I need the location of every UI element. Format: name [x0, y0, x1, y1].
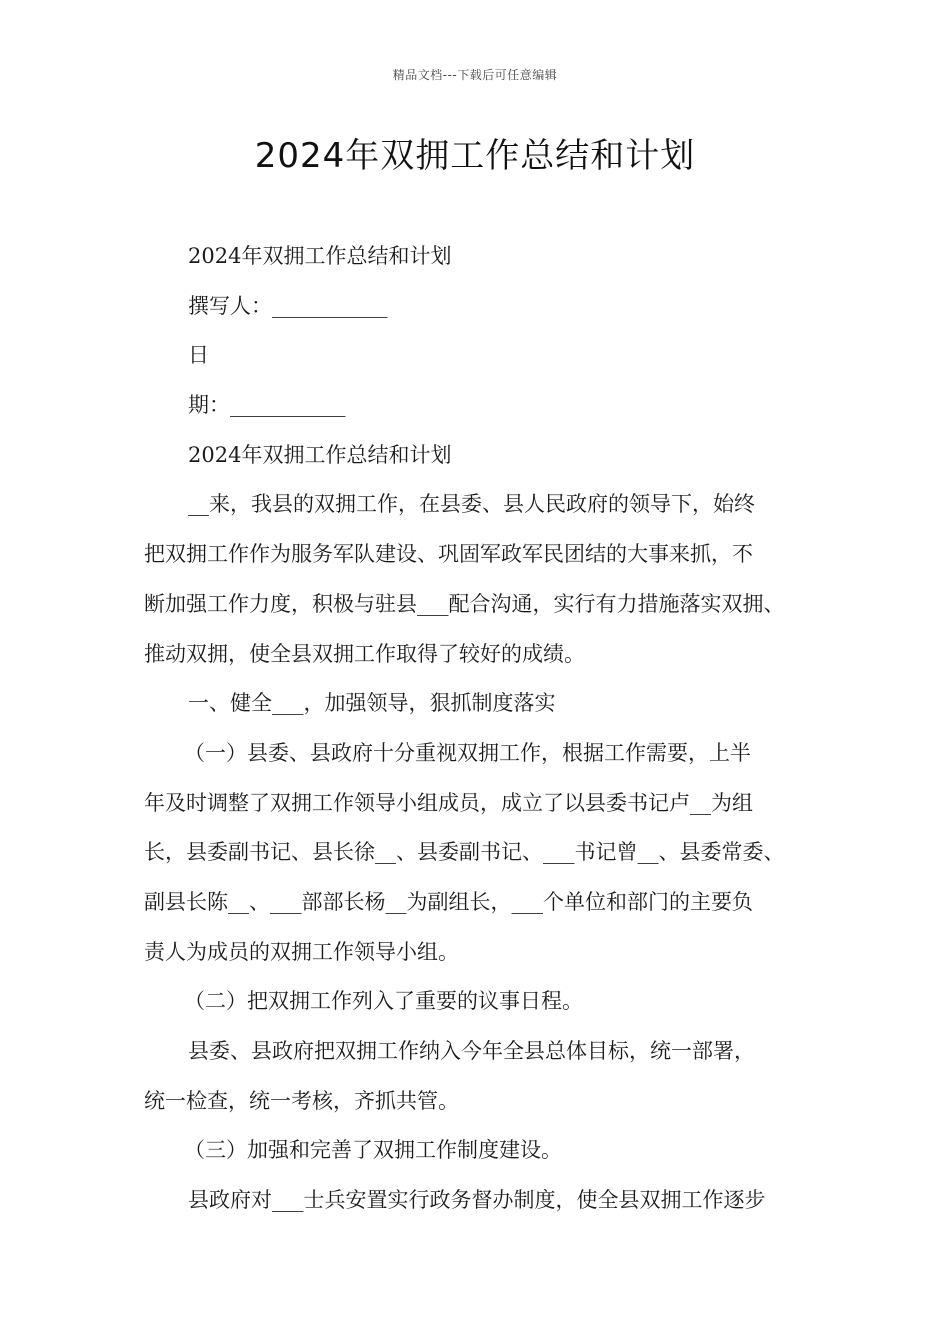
text-line: （三）加强和完善了双拥工作制度建设。	[184, 1138, 562, 1163]
text-line: 期：___________	[188, 393, 346, 418]
page-title: 2024年双拥工作总结和计划	[254, 136, 696, 176]
text-line: 撰写人：___________	[188, 293, 388, 318]
text-line: 责人为成员的双拥工作领导小组。	[144, 939, 459, 964]
text-line: 县委、县政府把双拥工作纳入今年全县总体目标，统一部署，	[188, 1039, 755, 1063]
text-line: 副县长陈__、___部部长杨__为副组长，___个单位和部门的主要负	[144, 889, 753, 914]
document-body	[144, 232, 824, 1226]
text-line: 日	[188, 343, 209, 368]
text-line: 把双拥工作作为服务军队建设、巩固军政军民团结的大事来抓，不	[144, 542, 753, 567]
text-line: （二）把双拥工作列入了重要的议事日程。	[184, 989, 583, 1014]
text-line: 推动双拥，使全县双拥工作取得了较好的成绩。	[144, 641, 585, 666]
text-line: 年及时调整了双拥工作领导小组成员，成立了以县委书记卢__为组	[144, 790, 753, 815]
header-note: 精品文档---下载后可任意编辑	[392, 68, 558, 82]
text-line: 一、健全___，加强领导，狠抓制度落实	[188, 691, 556, 716]
text-line: 2024年双拥工作总结和计划	[188, 244, 452, 268]
text-line: 统一检查，统一考核，齐抓共管。	[144, 1088, 459, 1113]
text-line: 断加强工作力度，积极与驻县___配合沟通，实行有力措施落实双拥、	[144, 591, 785, 616]
text-line: （一）县委、县政府十分重视双拥工作，根据工作需要，上半	[184, 740, 751, 765]
text-line: 长，县委副书记、县长徐__、县委副书记、___书记曾__、县委常委、	[144, 840, 785, 865]
text-line: __来，我县的双拥工作，在县委、县人民政府的领导下，始终	[188, 492, 755, 517]
text-line: 县政府对___士兵安置实行政务督办制度，使全县双拥工作逐步	[188, 1188, 766, 1213]
text-line: 2024年双拥工作总结和计划	[188, 442, 452, 467]
